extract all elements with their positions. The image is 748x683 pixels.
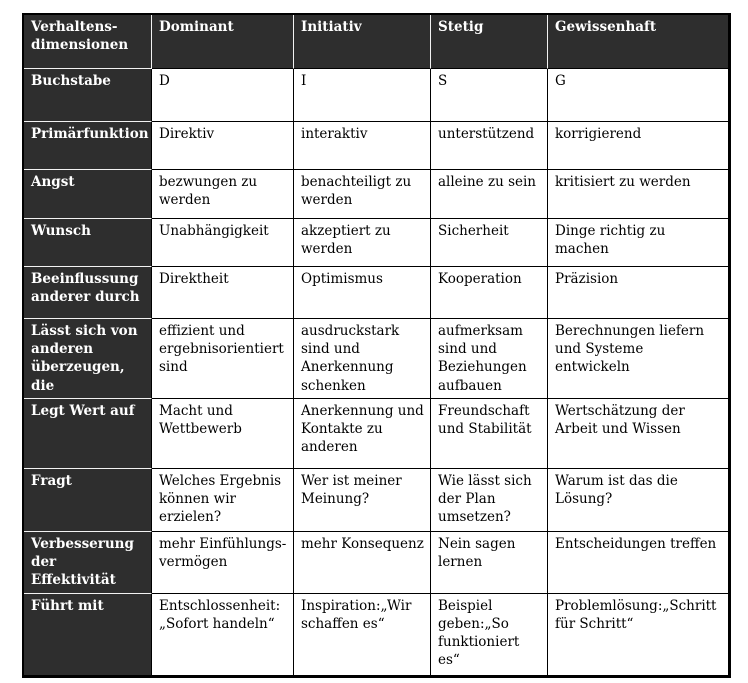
data-cell: Dinge richtig zu machen <box>548 219 729 267</box>
data-cell: G <box>548 69 729 122</box>
data-cell: Präzision <box>548 267 729 319</box>
data-cell: Entschlossenheit: „Sofort handeln“ <box>152 594 294 676</box>
row-header-primaerfunktion: Primärfunktion <box>24 122 152 170</box>
data-cell: Sicherheit <box>431 219 548 267</box>
data-cell: kritisiert zu werden <box>548 170 729 219</box>
row-header-wunsch: Wunsch <box>24 219 152 267</box>
data-cell: effizient und ergebnisorientiert sind <box>152 319 294 399</box>
data-cell: alleine zu sein <box>431 170 548 219</box>
data-cell: ausdruckstark sind und Anerkennung schenken <box>294 319 431 399</box>
data-cell: Inspiration:„Wir schaffen es“ <box>294 594 431 676</box>
data-cell: Unabhängigkeit <box>152 219 294 267</box>
row-header-angst: Angst <box>24 170 152 219</box>
row-header-beeinflussung: Beeinflussung anderer durch <box>24 267 152 319</box>
data-cell: bezwungen zu werden <box>152 170 294 219</box>
data-cell: I <box>294 69 431 122</box>
column-header-dominant: Dominant <box>152 15 294 69</box>
column-header-stetig: Stetig <box>431 15 548 69</box>
column-header-gewissenhaft: Gewissenhaft <box>548 15 729 69</box>
data-cell: benachteiligt zu werden <box>294 170 431 219</box>
data-cell: Welches Ergebnis können wir erzielen? <box>152 469 294 532</box>
data-cell: Direktiv <box>152 122 294 170</box>
data-cell: Macht und Wettbewerb <box>152 399 294 469</box>
data-cell: interaktiv <box>294 122 431 170</box>
row-header-fragt: Fragt <box>24 469 152 532</box>
data-cell: Wie lässt sich der Plan umsetzen? <box>431 469 548 532</box>
disc-behavior-table <box>22 13 731 678</box>
data-cell: aufmerksam sind und Beziehungen aufbauen <box>431 319 548 399</box>
row-header-legt-wert-auf: Legt Wert auf <box>24 399 152 469</box>
data-cell: korrigierend <box>548 122 729 170</box>
data-cell: Nein sagen lernen <box>431 532 548 594</box>
data-cell: Berechnungen liefern und Systeme entwickeln <box>548 319 729 399</box>
corner-cell-verhaltensdimensionen: Verhaltens-dimensionen <box>24 15 152 69</box>
data-cell: Wer ist meiner Meinung? <box>294 469 431 532</box>
data-cell: Anerkennung und Kontakte zu anderen <box>294 399 431 469</box>
data-cell: Freundschaft und Stabilität <box>431 399 548 469</box>
data-cell: Problemlösung:„Schritt für Schritt“ <box>548 594 729 676</box>
data-cell: akzeptiert zu werden <box>294 219 431 267</box>
row-header-fuehrt-mit: Führt mit <box>24 594 152 676</box>
data-cell: mehr Einfühlungs-vermögen <box>152 532 294 594</box>
data-cell: Wertschätzung der Arbeit und Wissen <box>548 399 729 469</box>
data-cell: S <box>431 69 548 122</box>
data-cell: Optimismus <box>294 267 431 319</box>
row-header-buchstabe: Buchstabe <box>24 69 152 122</box>
data-cell: Entscheidungen treffen <box>548 532 729 594</box>
data-cell: Kooperation <box>431 267 548 319</box>
data-cell: Beispiel geben:„So funktioniert es“ <box>431 594 548 676</box>
data-cell: Direktheit <box>152 267 294 319</box>
data-cell: unterstützend <box>431 122 548 170</box>
row-header-ueberzeugen: Lässt sich von anderen überzeugen, die <box>24 319 152 399</box>
row-header-verbesserung: Verbesserung der Effektivität <box>24 532 152 594</box>
data-cell: mehr Konsequenz <box>294 532 431 594</box>
data-cell: D <box>152 69 294 122</box>
column-header-initiativ: Initiativ <box>294 15 431 69</box>
data-cell: Warum ist das die Lösung? <box>548 469 729 532</box>
